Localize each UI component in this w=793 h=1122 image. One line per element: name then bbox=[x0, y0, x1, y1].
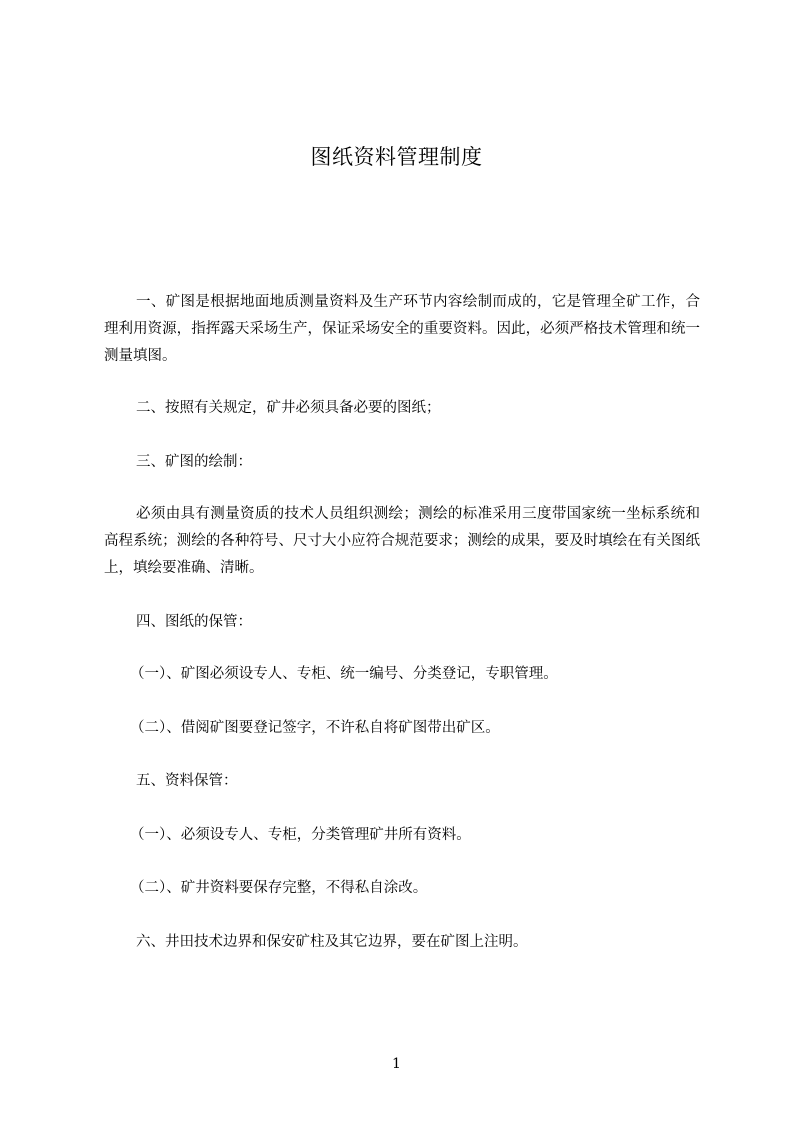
paragraph-8: 五、资料保管： bbox=[136, 773, 238, 789]
paragraph-10: （二）、矿井资料要保存完整，不得私自涂改。 bbox=[130, 880, 428, 896]
paragraph-11: 六、井田技术边界和保安矿柱及其它边界，要在矿图上注明。 bbox=[136, 934, 528, 950]
paragraph-1: 一、矿图是根据地面地质测量资料及生产环节内容绘制而成的，它是管理全矿工作，合理利用资源，指挥露天采场生产，保证采场安全的重要资料。因此，必须严格技术管理和统一测量填图。 bbox=[104, 294, 700, 364]
page-number: 1 bbox=[392, 1056, 401, 1072]
document-title: 图纸资料管理制度 bbox=[310, 145, 483, 169]
paragraph-3: 三、矿图的绘制： bbox=[136, 454, 252, 470]
paragraph-9: （一）、必须设专人、专柜，分类管理矿井所有资料。 bbox=[130, 827, 471, 843]
paragraph-4: 必须由具有测量资质的技术人员组织测绘；测绘的标准采用三度带国家统一坐标系统和高程系统；测绘的各种符号、尺寸大小应符合规范要求；测绘的成果，要及时填绘在有关图纸上，填绘要准确、清晰。 bbox=[104, 506, 700, 576]
paragraph-2: 二、按照有关规定，矿井必须具备必要的图纸； bbox=[136, 400, 441, 416]
paragraph-7: （二）、借阅矿图要登记签字，不许私自将矿图带出矿区。 bbox=[130, 720, 500, 736]
paragraph-6: （一）、矿图必须设专人、专柜、统一编号、分类登记，专职管理。 bbox=[130, 666, 558, 682]
paragraph-5: 四、图纸的保管： bbox=[136, 614, 252, 630]
